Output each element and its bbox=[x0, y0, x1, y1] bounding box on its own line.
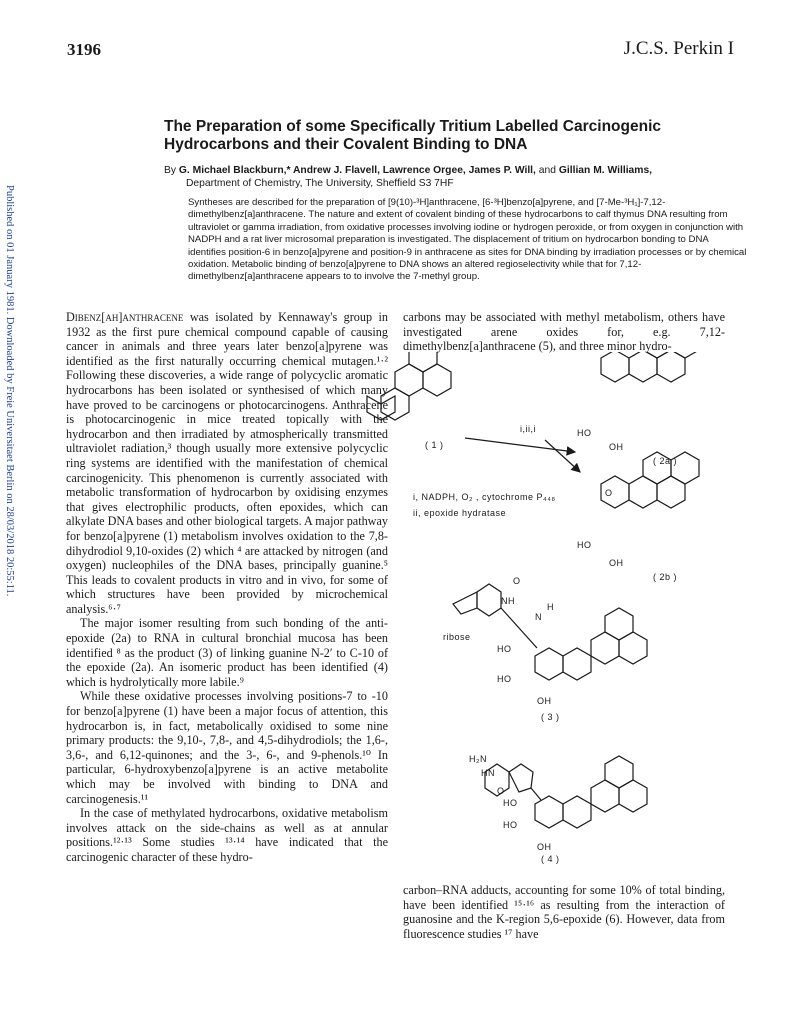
ho-3a: HO bbox=[497, 644, 512, 654]
journal-name: J.C.S. Perkin I bbox=[623, 38, 734, 59]
h-3: H bbox=[547, 602, 554, 612]
nh-3: NH bbox=[501, 596, 515, 606]
paragraph-2: The major isomer resulting from such bonding of the anti-epoxide (2a) to RNA in cultural bronchial mucosa has been identified ⁸ as the product (3) of linking guanine N-2′ to C-10 of the epoxide (2a). An isomeric product has been identified (4) which is hydrolytically more labile.⁹ bbox=[66, 616, 388, 689]
download-notice-text: Published on 01 January 1981. Downloaded by Freie Universitaet Berlin on 28/03/2018 20:55:11. bbox=[4, 185, 15, 597]
label-structure-1: ( 1 ) bbox=[425, 440, 444, 450]
arrow-forward bbox=[465, 438, 575, 452]
label-structure-3: ( 3 ) bbox=[541, 712, 560, 722]
ho-2b: HO bbox=[577, 540, 592, 550]
paragraph-1-text: was isolated by Kennaway's group in 1932 as the first pure chemical compound capable of causing cancer in animals and three years later benzo[a]pyrene was identified as the first naturally occurring chemical mutagen.¹·² Following these discoveries, a wide range of polycyclic aromatic hydrocarbons has been isolated or synthesised of which many have proved to be carcinogens or photocarcinogens. Anthracene is photocarcinogenic in mice treated topically with the hydrocarbon and then irradiated by atmospherically transmitted ultraviolet radiation,³ though usually more extensive polycyclic ring systems are identified with the manifestation of chemical carcinogenicity. This phenomenon is currently associated with metabolic transformation of hydrocarbon by oxidising enzymes that gives electrophilic products, often epoxides, which can alkylate DNA bases and other biological targets. A major pathway for benzo[a]pyrene (1) metabolism involves oxidation to the 7,8-dihydrodiol 9,10-oxides (2) which ⁴ are attacked by nitrogen (and oxygen) nucleophiles of the DNA bases, principally guanine.⁵ This leads to covalent products in vitro and in vivo, for some of which structures have been provided by microchemical analysis.⁶·⁷ bbox=[66, 310, 388, 616]
paragraph-right-bottom: carbon–RNA adducts, accounting for some 10% of total binding, have been identified ¹⁵·¹⁶ as resulting from the interaction of guanosine and the K-region 5,6-epoxide (6). However, data from fluorescence studies ¹⁷ have bbox=[403, 883, 725, 941]
carbonyl-oxygen-4: O bbox=[497, 786, 505, 796]
download-notice bbox=[2, 185, 16, 635]
paragraph-3: While these oxidative processes involving positions-7 to -10 for benzo[a]pyrene (1) have been a major focus of attention, this hydrocarbon is, in fact, metabolically oxidised to some nine primary products: the 9,10-, 7,8-, and 4,5-dihydrodiols; the 1,6-, 3,6-, and 6,12-quinones; and the 3-, 6-, and 9-phenols.¹⁰ In particular, 6-hydroxybenzo[a]pyrene is an active metabolite which may be involved with binding to DNA and carcinogenesis.¹¹ bbox=[66, 689, 388, 806]
body-left-column bbox=[66, 310, 388, 865]
affiliation: Department of Chemistry, The University, Sheffield S3 7HF bbox=[186, 178, 454, 189]
ho-4a: HO bbox=[503, 798, 518, 808]
n-3: N bbox=[535, 612, 542, 622]
structure-3 bbox=[453, 584, 647, 680]
oh-4: OH bbox=[537, 842, 552, 852]
paragraph-1 bbox=[66, 310, 388, 616]
reagent-ii: ii, epoxide hydratase bbox=[413, 508, 507, 518]
body-right-column-bottom bbox=[403, 883, 725, 941]
structure-2a bbox=[601, 352, 699, 382]
carbonyl-oxygen-3: O bbox=[513, 576, 521, 586]
abstract: Syntheses are described for the preparation of [9(10)-³H]anthracene, [6-³H]benzo[a]pyrene, and [7-Me-³H₁]-7,12-dimethylbenz[a]anthracene. The nature and extent of covalent binding of these hydrocarbons to calf thymus DNA resulting from ultraviolet or gamma irradiation, from oxidative processes involving iodine or hydrogen peroxide, or from oxygen in conjunction with NADPH and a rat liver microsomal preparation is investigated. The displacement of tritium on hydrocarbon bonding to DNA identifies position-6 in benzo[a]pyrene and position-9 in anthracene as sites for DNA binding by irradiation processes or by chemical oxidation. Metabolic binding of benzo[a]pyrene to DNA shows an altered regioselectivity while that for 7,12-dimethylbenz[a]anthracene appears to to involve the 7-methyl group. bbox=[188, 197, 747, 283]
authors-and: and bbox=[538, 165, 556, 176]
label-structure-2b: ( 2b ) bbox=[653, 572, 678, 582]
oh-2a: OH bbox=[609, 442, 624, 452]
body-right-column-top bbox=[403, 310, 725, 354]
page-number: 3196 bbox=[67, 40, 101, 59]
article-title: The Preparation of some Specifically Tritium Labelled Carcinogenic Hydrocarbons and their Covalent Binding to DNA bbox=[164, 118, 661, 153]
oh-3: OH bbox=[537, 696, 552, 706]
lead-word: Dibenz[ah]anthracene bbox=[66, 310, 184, 324]
paragraph-4: In the case of methylated hydrocarbons, oxidative metabolism involves attack on the side-chains as well as at annular positions.¹²·¹³ Some studies ¹³·¹⁴ have indicated that the carcinogenic character of these hydro- bbox=[66, 806, 388, 864]
authors-by: By bbox=[164, 165, 177, 176]
paragraph-right-top: carbons may be associated with methyl metabolism, others have investigated arene oxides for, e.g. 7,12-dimethylbenz[a]anthracene (5), and three minor hydro- bbox=[403, 310, 725, 354]
structure-2b bbox=[601, 452, 699, 508]
arrow-label: i,ii,i bbox=[520, 424, 536, 434]
arrow-branch bbox=[545, 440, 580, 472]
authors-last: Gillian M. Williams, bbox=[558, 165, 653, 176]
label-structure-2a: ( 2a ) bbox=[653, 456, 678, 466]
oh-2b: OH bbox=[609, 558, 624, 568]
ho-3b: HO bbox=[497, 674, 512, 684]
structure-1 bbox=[367, 352, 451, 420]
ribose-label: ribose bbox=[443, 632, 471, 642]
label-structure-4: ( 4 ) bbox=[541, 854, 560, 864]
h2n-4: H₂N bbox=[469, 754, 487, 764]
reagent-i: i, NADPH, O₂ , cytochrome P₄₄₈ bbox=[413, 492, 556, 502]
reaction-scheme bbox=[365, 352, 745, 882]
hn-4: HN bbox=[481, 768, 495, 778]
ho-4b: HO bbox=[503, 820, 518, 830]
oxygen-2b: O bbox=[605, 488, 613, 498]
structure-4 bbox=[485, 756, 647, 828]
ho-2a: HO bbox=[577, 428, 592, 438]
authors-block bbox=[164, 164, 754, 190]
authors-main: G. Michael Blackburn,* Andrew J. Flavell, Lawrence Orgee, James P. Will, bbox=[178, 165, 536, 176]
